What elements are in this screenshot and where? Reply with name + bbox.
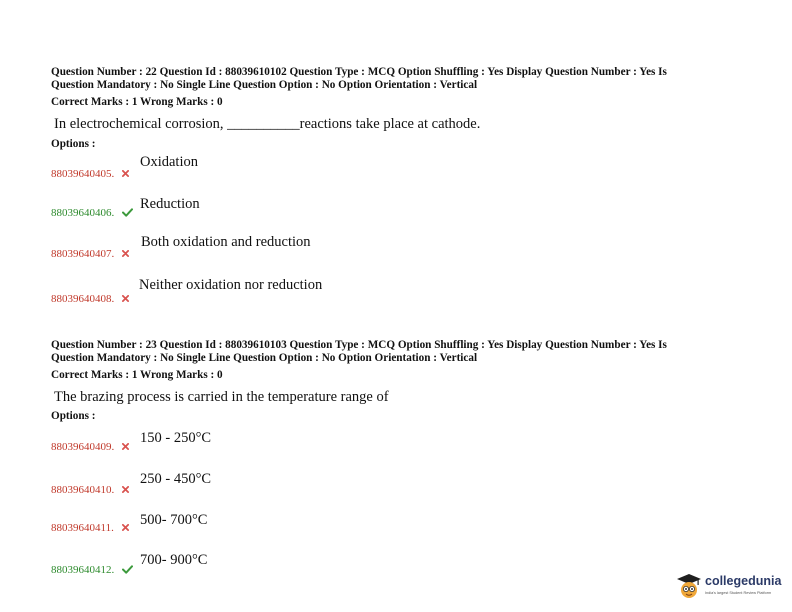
option-row	[51, 164, 129, 182]
wrong-cross-icon	[122, 443, 129, 450]
question-23-options-label: Options :	[51, 410, 96, 422]
option-id: 88039640410.	[51, 484, 115, 496]
option-row	[51, 289, 129, 307]
option-row	[51, 203, 133, 221]
option-id: 88039640409.	[51, 441, 115, 453]
correct-check-icon	[122, 565, 133, 574]
option-id: 88039640411.	[51, 522, 114, 534]
option-row	[51, 244, 129, 262]
wrong-cross-icon	[122, 170, 129, 177]
wrong-cross-icon	[122, 250, 129, 257]
option-text: Reduction	[140, 196, 200, 212]
option-id: 88039640405.	[51, 168, 115, 180]
graduate-mascot-icon	[676, 573, 702, 603]
question-22-text: In electrochemical corrosion, __________reactions take place at cathode.	[54, 116, 481, 132]
question-23-marks: Correct Marks : 1 Wrong Marks : 0	[51, 369, 223, 381]
wrong-cross-icon	[122, 524, 129, 531]
option-text: 700- 900°C	[140, 552, 208, 568]
question-22-meta-line2: Question Mandatory : No Single Line Question Option : No Option Orientation : Vertical	[51, 79, 478, 91]
question-22-marks: Correct Marks : 1 Wrong Marks : 0	[51, 96, 223, 108]
option-id: 88039640412.	[51, 564, 115, 576]
wrong-cross-icon	[122, 295, 129, 302]
collegedunia-logo	[676, 571, 788, 607]
question-23-meta-line1: Question Number : 23 Question Id : 88039610103 Question Type : MCQ Option Shuffling : Yes Display Question Number : Yes Is	[51, 339, 667, 351]
question-22-meta-line1: Question Number : 22 Question Id : 88039610102 Question Type : MCQ Option Shuffling : Yes Display Question Number : Yes Is	[51, 66, 667, 78]
option-id: 88039640407.	[51, 248, 115, 260]
option-text: Both oxidation and reduction	[141, 234, 311, 250]
question-23-text: The brazing process is carried in the temperature range of	[54, 389, 389, 405]
logo-name: collegedunia	[705, 574, 782, 588]
option-text: 500- 700°C	[140, 512, 208, 528]
option-text: 250 - 450°C	[140, 471, 212, 487]
option-row	[51, 437, 129, 455]
logo-tagline: India's largest Student Review Platform	[705, 591, 772, 595]
option-text: Oxidation	[140, 154, 198, 170]
option-text: Neither oxidation nor reduction	[139, 277, 323, 293]
question-22-options-label: Options :	[51, 138, 96, 150]
option-row	[51, 518, 129, 536]
option-row	[51, 480, 129, 498]
option-text: 150 - 250°C	[140, 430, 212, 446]
wrong-cross-icon	[122, 486, 129, 493]
correct-check-icon	[122, 208, 133, 217]
option-id: 88039640408.	[51, 293, 115, 305]
option-row	[51, 560, 133, 578]
option-id: 88039640406.	[51, 207, 115, 219]
question-23-meta-line2: Question Mandatory : No Single Line Question Option : No Option Orientation : Vertical	[51, 352, 478, 364]
